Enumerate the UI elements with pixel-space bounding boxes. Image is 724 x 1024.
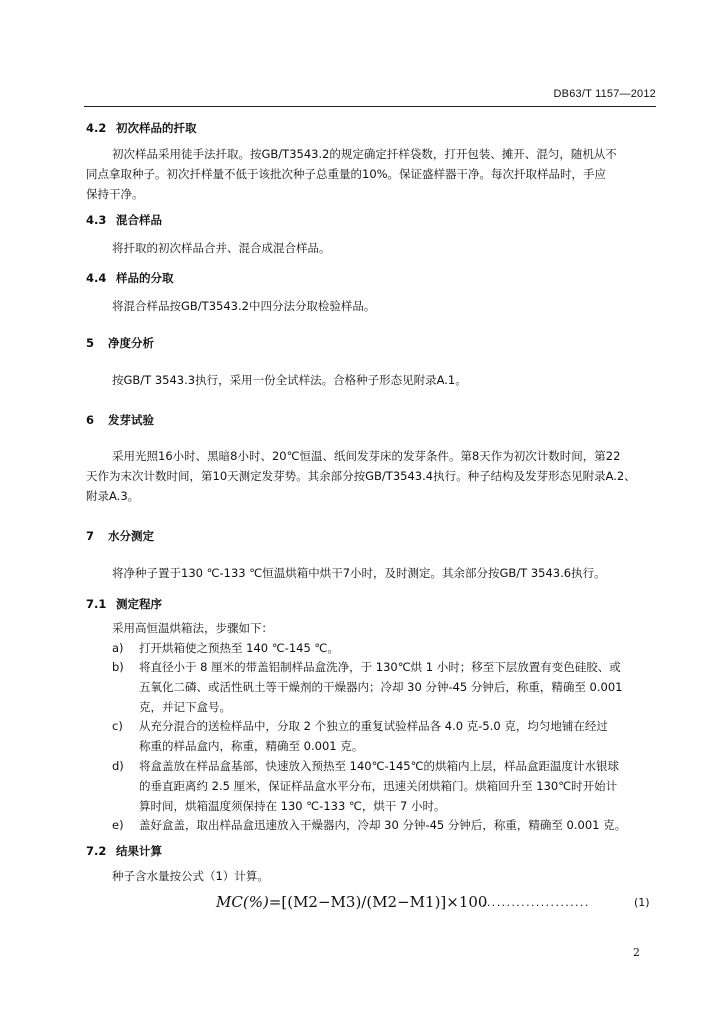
list-item-line: 称重的样品盒内，称重，精确至 0.001 克。 [139, 739, 364, 753]
heading-number: 6 [86, 413, 95, 427]
heading-4-4 [86, 270, 174, 286]
heading-title: 初次样品的扦取 [116, 121, 197, 135]
heading-5 [86, 335, 154, 351]
heading-number: 5 [86, 336, 95, 350]
paragraph-line: 将混合样品按GB/T3543.2中四分法分取检验样品。 [112, 299, 376, 313]
heading-4-2 [86, 120, 197, 136]
list-item-line: 盖好盒盖，取出样品盒迅速放入干燥器内，冷却 30 分钟-45 分钟后，称重，精确至 0.001 克。 [139, 818, 627, 832]
paragraph-line: 种子含水量按公式（1）计算。 [112, 869, 269, 883]
paragraph-line: 将扦取的初次样品合并、混合成混合样品。 [112, 241, 331, 255]
list-label: a) [112, 641, 124, 655]
list-label: c) [112, 719, 123, 733]
heading-title: 发芽试验 [108, 413, 154, 427]
list-item-line: 将直径小于 8 厘米的带盖铝制样品盒洗净，于 130℃烘 1 小时；移至下层放置有变色硅胶、或 [139, 660, 621, 674]
heading-number: 7.1 [86, 597, 107, 611]
paragraph-line: 采用高恒温烘箱法，步骤如下： [112, 621, 273, 635]
paragraph-line: 将净种子置于130 ℃-133 ℃恒温烘箱中烘干7小时，及时测定。其余部分按GB/T 3543.6执行。 [112, 566, 606, 580]
formula-leader-dots: ...................... [482, 896, 590, 909]
heading-7-1 [86, 596, 162, 612]
paragraph-line: 采用光照16小时、黑暗8小时、20℃恒温、纸间发芽床的发芽条件。第8天作为初次计数时间，第22 [112, 449, 621, 463]
list-item-line: 五氧化二磷、或活性矾土等干燥剂的干燥器内；冷却 30 分钟-45 分钟后，称重，精确至 0.001 [139, 680, 623, 694]
list-label: b) [112, 660, 124, 674]
list-label: d) [112, 759, 124, 773]
page-number: 2 [633, 946, 640, 959]
heading-title: 水分测定 [108, 529, 154, 543]
equation-number: (1) [634, 896, 650, 909]
formula-rhs: =[(M2−M3)/(M2−M1)]×100 [268, 893, 488, 911]
list-item-line: 克，并记下盒号。 [139, 700, 231, 714]
heading-4-3 [86, 212, 162, 228]
list-item-line: 算时间，烘箱温度须保持在 130 ℃-133 ℃，烘干 7 小时。 [139, 799, 446, 813]
paragraph-line: 同点拿取种子。初次扦样量不低于该批次种子总重量的10%。保证盛样器干净。每次扦取样品时，手应 [86, 167, 607, 181]
formula-lhs: MC(%) [216, 893, 269, 911]
heading-number: 4.2 [86, 121, 107, 135]
heading-title: 混合样品 [116, 213, 162, 227]
heading-number: 4.4 [86, 271, 107, 285]
heading-title: 净度分析 [108, 336, 154, 350]
paragraph-line: 初次样品采用徒手法扦取。按GB/T3543.2的规定确定扦样袋数，打开包装、摊开、混匀，随机从不 [112, 147, 617, 161]
heading-number: 4.3 [86, 213, 107, 227]
list-item-line: 打开烘箱使之预热至 140 ℃-145 ℃。 [139, 641, 339, 655]
heading-6 [86, 412, 154, 428]
heading-number: 7 [86, 529, 95, 543]
list-label: e) [112, 818, 124, 832]
heading-7-2 [86, 843, 162, 859]
moisture-formula [216, 893, 487, 911]
heading-7 [86, 528, 154, 544]
header-rule [84, 106, 656, 107]
list-item-line: 将盒盖放在样品盒基部，快速放入预热至 140℃-145℃的烘箱内上层，样品盒距温度计水银球 [139, 759, 620, 773]
standard-code: DB63/T 1157—2012 [553, 88, 656, 100]
heading-title: 测定程序 [116, 597, 162, 611]
list-item-line: 的垂直距离约 2.5 厘米，保证样品盒水平分布，迅速关闭烘箱门。烘箱回升至 130℃时开始计 [139, 779, 618, 793]
list-item-line: 从充分混合的送检样品中，分取 2 个独立的重复试验样品各 4.0 克-5.0 克，均匀地铺在经过 [139, 719, 608, 733]
heading-title: 结果计算 [116, 844, 162, 858]
paragraph-line: 保持干净。 [86, 187, 144, 201]
heading-title: 样品的分取 [116, 271, 174, 285]
heading-number: 7.2 [86, 844, 107, 858]
paragraph-line: 按GB/T 3543.3执行，采用一份全试样法。合格种子形态见附录A.1。 [112, 373, 467, 387]
paragraph-line: 天作为末次计数时间，第10天测定发芽势。其余部分按GB/T3543.4执行。种子结构及发芽形态见附录A.2、 [86, 469, 636, 483]
paragraph-line: 附录A.3。 [86, 489, 140, 503]
